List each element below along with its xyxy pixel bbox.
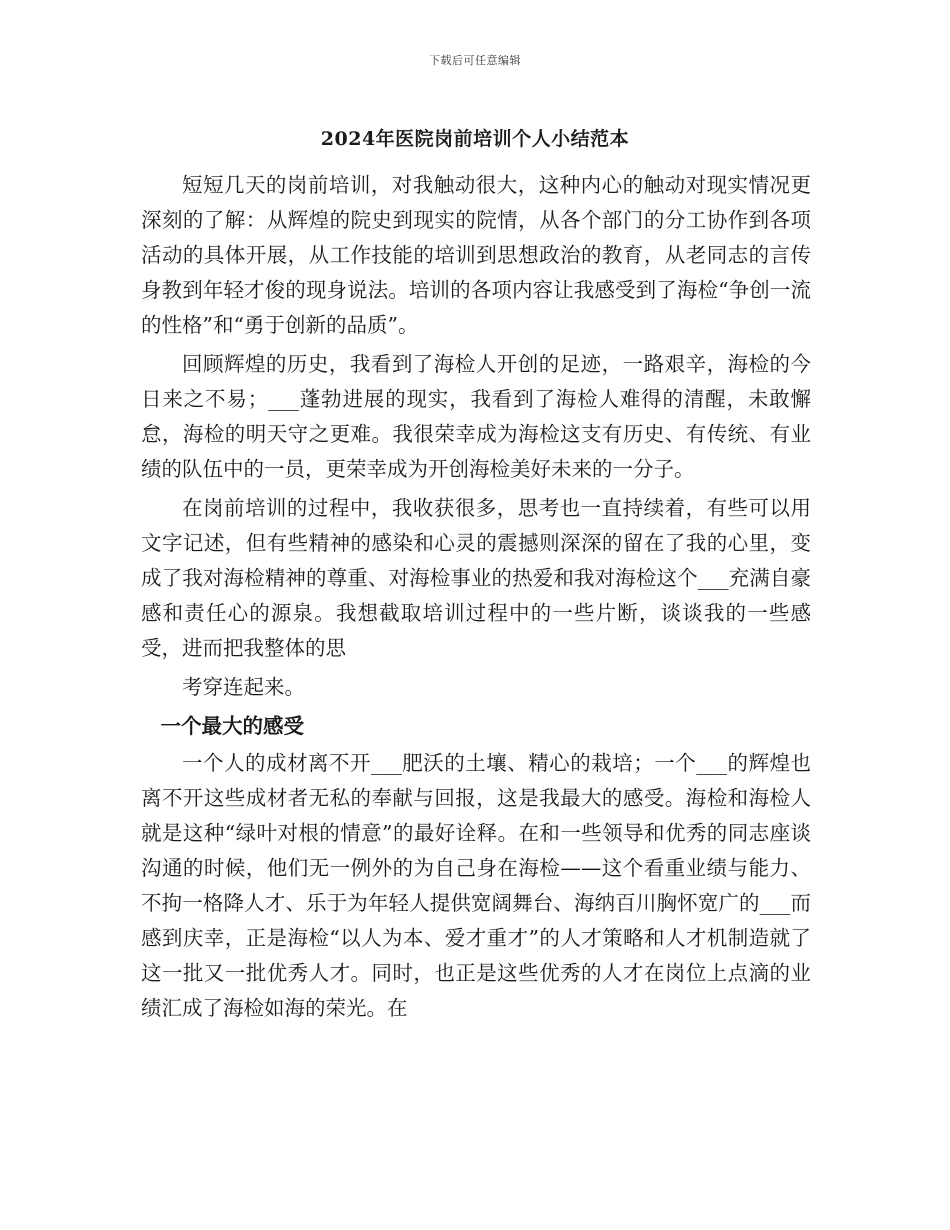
paragraph-5: 一个人的成材离不开___肥沃的土壤、精心的栽培；一个___的辉煌也离不开这些成材者无私的奉献与回报，这是我最大的感受。海检和海检人就是这种“绿叶对根的情意”的最好诠释。在和一些领导和优秀的同志座谈沟通的时候，他们无一例外的为自己身在海检——这个看重业绩与能力、不拘一格降人才、乐于为年轻人提供宽阔舞台、海纳百川胸怀宽广的___而感到庆幸，正是海检“以人为本、爱才重才”的人才策略和人才机制造就了这一批又一批优秀人才。同时，也正是这些优秀的人才在岗位上点滴的业绩汇成了海检如海的荣光。在 <box>141 751 811 1020</box>
header-note: 下载后可任意编辑 <box>429 54 521 67</box>
section-subheading: 一个最大的感受 <box>160 714 304 738</box>
paragraph-2: 回顾辉煌的历史，我看到了海检人开创的足迹，一路艰辛，海检的今日来之不易；___蓬勃进展的现实，我看到了海检人难得的清醒，未敢懈怠，海检的明天守之更难。我很荣幸成为海检这支有历史、有传统、有业绩的队伍中的一员，更荣幸成为开创海检美好未来的一分子。 <box>141 352 811 481</box>
paragraph-4: 考穿连起来。 <box>182 675 305 699</box>
document-body <box>141 168 811 1030</box>
document-title: 2024年医院岗前培训个人小结范本 <box>320 128 630 150</box>
paragraph-3: 在岗前培训的过程中，我收获很多，思考也一直持续着，有些可以用文字记述，但有些精神的感染和心灵的震撼则深深的留在了我的心里，变成了我对海检精神的尊重、对海检事业的热爱和我对海检这个___充满自豪感和责任心的源泉。我想截取培训过程中的一些片断，谈谈我的一些感受，进而把我整体的思 <box>141 496 811 660</box>
paragraph-1: 短短几天的岗前培训，对我触动很大，这种内心的触动对现实情况更深刻的了解：从辉煌的院史到现实的院情，从各个部门的分工协作到各项活动的具体开展，从工作技能的培训到思想政治的教育，从老同志的言传身教到年轻才俊的现身说法。培训的各项内容让我感受到了海检“争创一流的性格”和“勇于创新的品质”。 <box>141 173 811 337</box>
